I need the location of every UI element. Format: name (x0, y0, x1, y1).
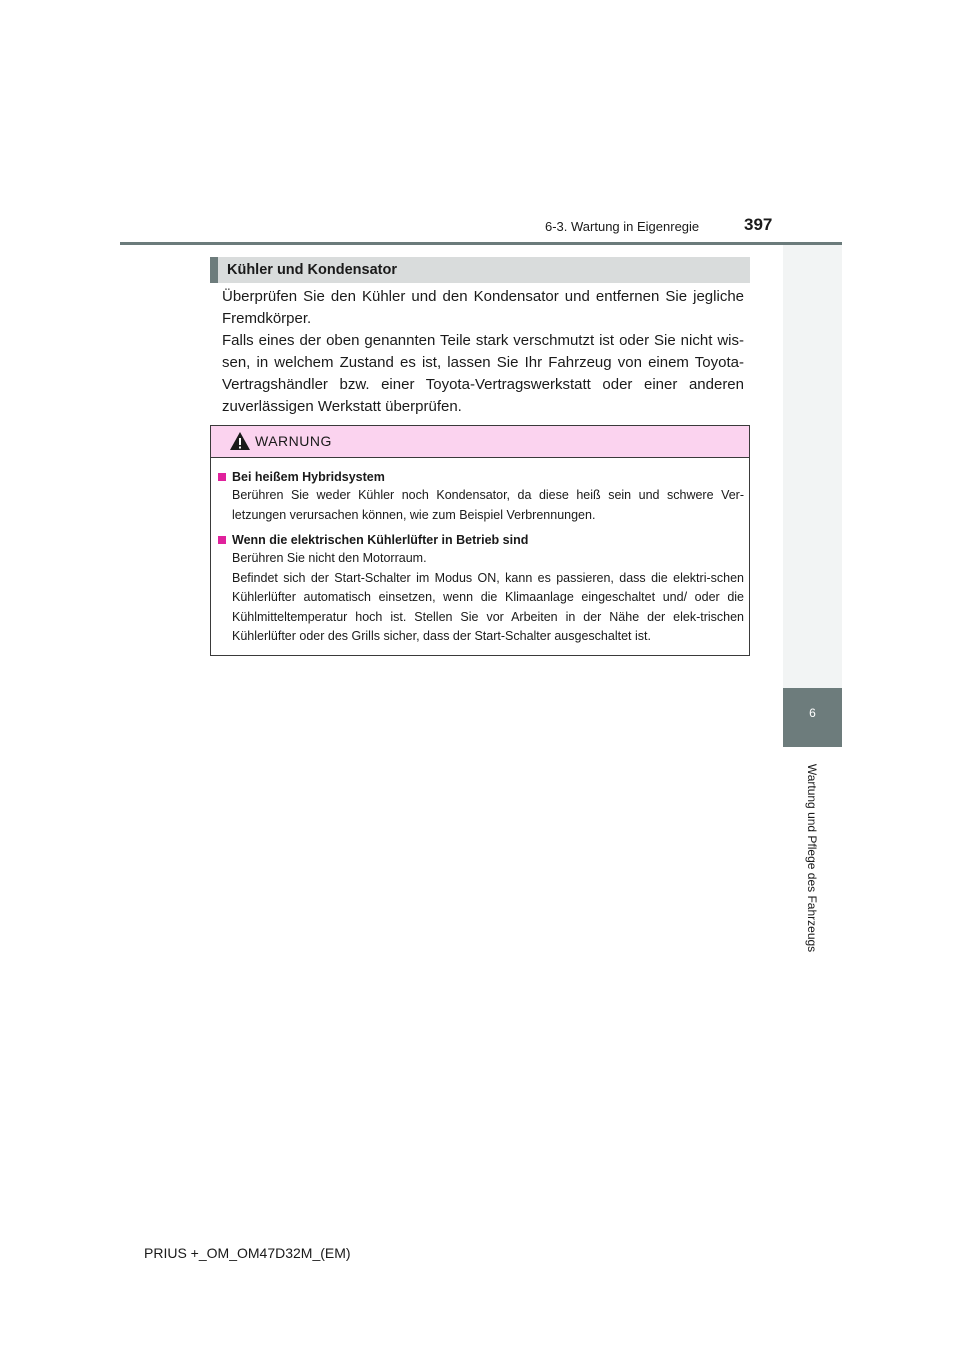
chapter-tab (783, 688, 842, 747)
body-paragraph: Falls eines der oben genannten Teile stark verschmutzt ist oder Sie nicht wis-sen, in welchem Zustand es ist, lassen Sie Ihr Fahrzeug von einem Toyota-Vertragshändler bzw. einer Toyota-Vertragswerkstatt oder einer anderen zuverlässigen Werkstatt überprüfen. (222, 332, 744, 415)
bullet-square-icon (218, 536, 226, 544)
chapter-title: Wartung und Pflege des Fahrzeugs (805, 763, 819, 953)
warning-item-heading (218, 531, 744, 549)
page-number: 397 (744, 215, 773, 234)
warning-item (218, 468, 744, 525)
warning-header (211, 426, 749, 458)
footer-document-code: PRIUS +_OM_OM47D32M_(EM) (144, 1245, 351, 1261)
header-section-title: 6-3. Wartung in Eigenregie (545, 219, 700, 234)
warning-item (218, 531, 744, 647)
warning-title: WARNUNG (255, 433, 332, 449)
warning-paragraph: Berühren Sie weder Kühler noch Kondensator, da diese heiß sein und schwere Ver-letzungen verursachen können, wie zum Beispiel Verbrennungen. (232, 488, 744, 522)
warning-body (218, 468, 744, 653)
chapter-side-strip (783, 245, 842, 688)
warning-paragraph: Befindet sich der Start-Schalter im Modus ON, kann es passieren, dass die elektri-schen Kühlerlüfter automatisch einsetzen, wenn die Klimaanlage eingeschaltet und/ oder die Kühlmitteltemperatur hoch ist. Stellen Sie vor Arbeiten in der Nähe der elek-trischen Kühlerlüfter oder des Grills sicher, dass der Start-Schalter ausgeschaltet ist. (232, 570, 744, 643)
section-body (222, 286, 744, 418)
warning-item-text (232, 486, 744, 525)
warning-box (210, 425, 750, 656)
warning-paragraph: Berühren Sie nicht den Motorraum. (232, 551, 427, 565)
section-heading (210, 257, 750, 283)
header-divider (120, 242, 842, 245)
warning-item-text (232, 549, 744, 647)
bullet-square-icon (218, 473, 226, 481)
warning-item-heading (218, 468, 744, 486)
warning-item-title: Bei heißem Hybridsystem (232, 470, 385, 484)
body-paragraph: Überprüfen Sie den Kühler und den Kondensator und entfernen Sie jegliche Fremdkörper. (222, 288, 744, 327)
warning-item-title: Wenn die elektrischen Kühlerlüfter in Betrieb sind (232, 533, 529, 547)
chapter-number: 6 (809, 706, 816, 720)
section-heading-label: Kühler und Kondensator (227, 262, 397, 278)
warning-triangle-icon (229, 431, 251, 451)
